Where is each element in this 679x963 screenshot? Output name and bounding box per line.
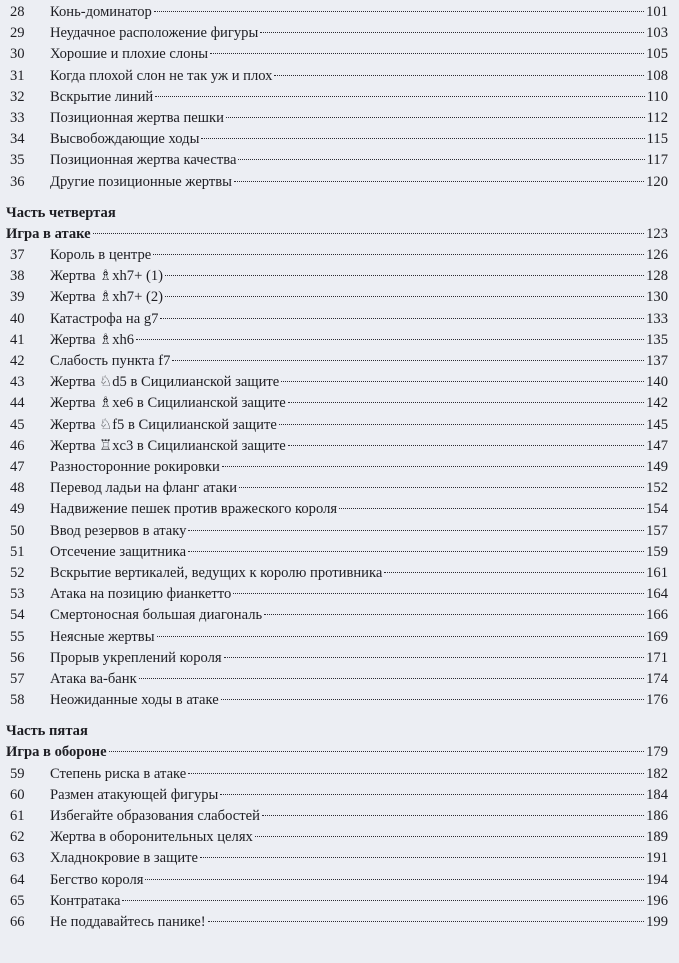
- dot-leader: [238, 159, 644, 160]
- toc-entry[interactable]: [10, 456, 668, 478]
- toc-entry[interactable]: [10, 435, 668, 457]
- page-number: 108: [646, 67, 668, 84]
- page-number: 179: [646, 744, 668, 761]
- page-number: 199: [646, 914, 668, 930]
- chapter-number: 62: [10, 829, 25, 846]
- page-number: 176: [646, 692, 668, 709]
- chapter-number: 42: [10, 353, 25, 369]
- page-number: 123: [646, 225, 668, 242]
- page-number: 184: [646, 786, 668, 803]
- chapter-number: 46: [10, 437, 25, 454]
- page-number: 120: [646, 173, 668, 190]
- page-number: 145: [646, 416, 668, 433]
- toc-entry[interactable]: [10, 477, 668, 499]
- chapter-title: Жертва ♘f5 в Сицилианской защите: [50, 416, 277, 433]
- toc-entry[interactable]: [10, 647, 668, 669]
- chapter-title: Размен атакующей фигуры: [50, 786, 219, 803]
- chapter-title: Отсечение защитника: [50, 543, 187, 560]
- chapter-title: Атака ва-банк: [50, 671, 137, 687]
- page-number: 105: [646, 46, 668, 63]
- dot-leader: [188, 773, 644, 774]
- toc-entry[interactable]: [10, 520, 668, 542]
- chapter-number: 41: [10, 331, 25, 348]
- toc-entry[interactable]: [10, 541, 668, 563]
- dot-leader: [281, 381, 644, 382]
- page-number: 110: [646, 88, 668, 105]
- chapter-number: 28: [10, 4, 25, 20]
- chapter-number: 31: [10, 67, 25, 84]
- chapter-number: 36: [10, 173, 25, 190]
- dot-leader: [288, 445, 644, 446]
- dot-leader: [239, 487, 644, 488]
- chapter-number: 34: [10, 131, 25, 148]
- chapter-number: 40: [10, 310, 25, 327]
- toc-entry[interactable]: [10, 562, 668, 584]
- chapter-title: Жертва ♗xh7+ (2): [50, 289, 163, 306]
- dot-leader: [222, 466, 644, 467]
- page-number: 115: [646, 131, 668, 148]
- chapter-number: 45: [10, 416, 25, 433]
- dot-leader: [165, 275, 644, 276]
- page-number: 135: [646, 331, 668, 348]
- page-number: 161: [646, 565, 668, 581]
- chapter-title: Король в центре: [50, 247, 152, 263]
- chapter-number: 47: [10, 459, 25, 475]
- chapter-title: Жертва ♘d5 в Сицилианской защите: [50, 374, 280, 391]
- toc-entry[interactable]: [10, 86, 668, 108]
- chapter-title: Жертва ♗xh6: [50, 331, 135, 348]
- toc-entry[interactable]: [10, 22, 668, 44]
- toc-entry[interactable]: [10, 149, 668, 171]
- chapter-number: 43: [10, 374, 25, 391]
- page-number: 126: [646, 247, 668, 263]
- chapter-title: Высвобождающие ходы: [50, 131, 200, 148]
- chapter-title: Перевод ладьи на фланг атаки: [50, 480, 238, 497]
- dot-leader: [157, 636, 645, 637]
- dot-leader: [200, 857, 644, 858]
- chapter-number: 54: [10, 607, 25, 624]
- chapter-number: 49: [10, 501, 25, 518]
- toc-entry[interactable]: [10, 65, 668, 87]
- toc-entry[interactable]: [10, 626, 668, 648]
- dot-leader: [109, 751, 645, 752]
- page-number: 191: [646, 850, 668, 867]
- toc-entry[interactable]: [10, 604, 668, 626]
- toc-entry[interactable]: [10, 107, 668, 129]
- chapter-number: 57: [10, 671, 25, 687]
- page-number: 169: [646, 628, 668, 645]
- dot-leader: [255, 836, 644, 837]
- chapter-title: Слабость пункта f7: [50, 353, 171, 369]
- toc-entry[interactable]: [10, 350, 668, 372]
- chapter-title: Конь-доминатор: [50, 4, 152, 20]
- toc-entry[interactable]: [10, 244, 668, 266]
- dot-leader: [339, 508, 644, 509]
- chapter-title: Вскрытие вертикалей, ведущих к королю противника: [50, 565, 383, 581]
- toc-entry[interactable]: [10, 689, 668, 711]
- dot-leader: [154, 11, 644, 12]
- chapter-title: Катастрофа на g7: [50, 310, 159, 327]
- toc-entry[interactable]: [10, 265, 668, 287]
- chapter-number: 33: [10, 110, 25, 126]
- toc-entry[interactable]: [10, 847, 668, 869]
- toc-entry[interactable]: [10, 286, 668, 308]
- dot-leader: [208, 921, 644, 922]
- toc-entry[interactable]: [10, 171, 668, 193]
- chapter-title: Смертоносная большая диагональ: [50, 607, 263, 624]
- dot-leader: [145, 879, 644, 880]
- chapter-title: Разносторонние рокировки: [50, 459, 220, 475]
- chapter-title: Прорыв укреплений короля: [50, 649, 222, 666]
- chapter-number: 37: [10, 247, 25, 263]
- toc-entry[interactable]: [10, 869, 668, 891]
- chapter-number: 65: [10, 892, 25, 909]
- page-number: 112: [646, 110, 668, 126]
- dot-leader: [264, 614, 644, 615]
- dot-leader: [210, 53, 644, 54]
- page-number: 147: [646, 437, 668, 454]
- chapter-number: 60: [10, 786, 25, 803]
- toc-entry[interactable]: [10, 890, 668, 912]
- chapter-title: Избегайте образования слабостей: [50, 808, 260, 824]
- dot-leader: [188, 530, 644, 531]
- dot-leader: [139, 678, 644, 679]
- toc-entry[interactable]: [10, 583, 668, 605]
- toc-entry[interactable]: [10, 826, 668, 848]
- chapter-number: 48: [10, 480, 25, 497]
- dot-leader: [262, 815, 644, 816]
- chapter-number: 51: [10, 543, 25, 560]
- chapter-title: Неудачное расположение фигуры: [50, 25, 259, 42]
- dot-leader: [279, 424, 644, 425]
- chapter-number: 29: [10, 25, 25, 42]
- page-number: 182: [646, 765, 668, 782]
- chapter-number: 55: [10, 628, 25, 645]
- page-number: 159: [646, 543, 668, 560]
- toc-entry[interactable]: [10, 1, 668, 23]
- chapter-number: 61: [10, 808, 25, 824]
- chapter-title: Жертва ♖xc3 в Сицилианской защите: [50, 437, 286, 454]
- chapter-title: Другие позиционные жертвы: [50, 173, 232, 190]
- chapter-title: Жертва ♗xe6 в Сицилианской защите: [50, 395, 286, 412]
- chapter-title: Не поддавайтесь панике!: [50, 914, 206, 930]
- dot-leader: [384, 572, 644, 573]
- page-number: 130: [646, 289, 668, 306]
- page-number: 186: [646, 808, 668, 824]
- toc-entry[interactable]: [10, 43, 668, 65]
- dot-leader: [233, 593, 644, 594]
- toc-entry[interactable]: [10, 763, 668, 785]
- dot-leader: [226, 117, 645, 118]
- chapter-number: 56: [10, 649, 25, 666]
- chapter-number: 59: [10, 765, 25, 782]
- page-number: 174: [646, 671, 668, 687]
- chapter-title: Ввод резервов в атаку: [50, 522, 187, 539]
- toc-entry[interactable]: [10, 805, 668, 827]
- chapter-title: Надвижение пешек против вражеского короля: [50, 501, 338, 518]
- chapter-number: 38: [10, 268, 25, 285]
- page-number: 149: [646, 459, 668, 475]
- dot-leader: [122, 900, 644, 901]
- chapter-title: Жертва ♗xh7+ (1): [50, 268, 163, 285]
- chapter-title: Хорошие и плохие слоны: [50, 46, 209, 63]
- dot-leader: [224, 657, 644, 658]
- dot-leader: [234, 181, 644, 182]
- chapter-number: 30: [10, 46, 25, 63]
- chapter-title: Хладнокровие в защите: [50, 850, 199, 867]
- page-number: 166: [646, 607, 668, 624]
- dot-leader: [188, 551, 644, 552]
- toc-entry[interactable]: [10, 784, 668, 806]
- dot-leader: [155, 96, 644, 97]
- page-number: 140: [646, 374, 668, 391]
- chapter-title: Контратака: [50, 892, 121, 909]
- toc-entry[interactable]: [10, 498, 668, 520]
- dot-leader: [221, 699, 644, 700]
- chapter-number: 64: [10, 871, 25, 888]
- dot-leader: [160, 318, 644, 319]
- page-number: 142: [646, 395, 668, 412]
- chapter-title: Игра в атаке: [6, 225, 91, 242]
- page-number: 154: [646, 501, 668, 518]
- page-number: 157: [646, 522, 668, 539]
- chapter-title: Позиционная жертва пешки: [50, 110, 224, 126]
- page-number: 194: [646, 871, 668, 888]
- part-heading: Часть пятая: [6, 723, 88, 740]
- dot-leader: [220, 794, 644, 795]
- page-number: 133: [646, 310, 668, 327]
- page-number: 171: [646, 649, 668, 666]
- toc-entry[interactable]: [10, 128, 668, 150]
- chapter-title: Атака на позицию фианкетто: [50, 586, 232, 603]
- chapter-title: Неясные жертвы: [50, 628, 155, 645]
- section-heading[interactable]: [6, 741, 668, 763]
- page-number: 117: [646, 152, 668, 169]
- toc-entry[interactable]: [10, 308, 668, 330]
- toc-entry[interactable]: [10, 371, 668, 393]
- page-number: 164: [646, 586, 668, 603]
- dot-leader: [260, 32, 644, 33]
- chapter-number: 52: [10, 565, 25, 581]
- dot-leader: [153, 254, 644, 255]
- chapter-title: Игра в обороне: [6, 744, 107, 761]
- chapter-number: 39: [10, 289, 25, 306]
- dot-leader: [288, 402, 644, 403]
- dot-leader: [274, 75, 644, 76]
- dot-leader: [93, 233, 644, 234]
- chapter-title: Неожиданные ходы в атаке: [50, 692, 219, 709]
- page-number: 152: [646, 480, 668, 497]
- chapter-title: Бегство короля: [50, 871, 144, 888]
- chapter-number: 58: [10, 692, 25, 709]
- toc-entry[interactable]: [10, 414, 668, 436]
- page-number: 128: [646, 268, 668, 285]
- chapter-title: Позиционная жертва качества: [50, 152, 237, 169]
- page-number: 196: [646, 892, 668, 909]
- part-heading: Часть четвертая: [6, 204, 116, 221]
- chapter-number: 50: [10, 522, 25, 539]
- page-number: 101: [646, 4, 668, 20]
- page-number: 103: [646, 25, 668, 42]
- toc-entry[interactable]: [10, 329, 668, 351]
- chapter-number: 63: [10, 850, 25, 867]
- chapter-number: 32: [10, 88, 25, 105]
- page-number: 137: [646, 353, 668, 369]
- toc-entry[interactable]: [10, 668, 668, 690]
- toc-entry[interactable]: [10, 911, 668, 933]
- chapter-title: Степень риска в атаке: [50, 765, 187, 782]
- dot-leader: [165, 296, 644, 297]
- chapter-number: 66: [10, 914, 25, 930]
- chapter-number: 53: [10, 586, 25, 603]
- chapter-title: Жертва в оборонительных целях: [50, 829, 253, 846]
- dot-leader: [136, 339, 644, 340]
- section-heading[interactable]: [6, 223, 668, 245]
- dot-leader: [201, 138, 644, 139]
- chapter-number: 35: [10, 152, 25, 169]
- page-number: 189: [646, 829, 668, 846]
- chapter-title: Вскрытие линий: [50, 88, 154, 105]
- toc-entry[interactable]: [10, 392, 668, 414]
- dot-leader: [172, 360, 644, 361]
- chapter-number: 44: [10, 395, 25, 412]
- chapter-title: Когда плохой слон не так уж и плох: [50, 67, 273, 84]
